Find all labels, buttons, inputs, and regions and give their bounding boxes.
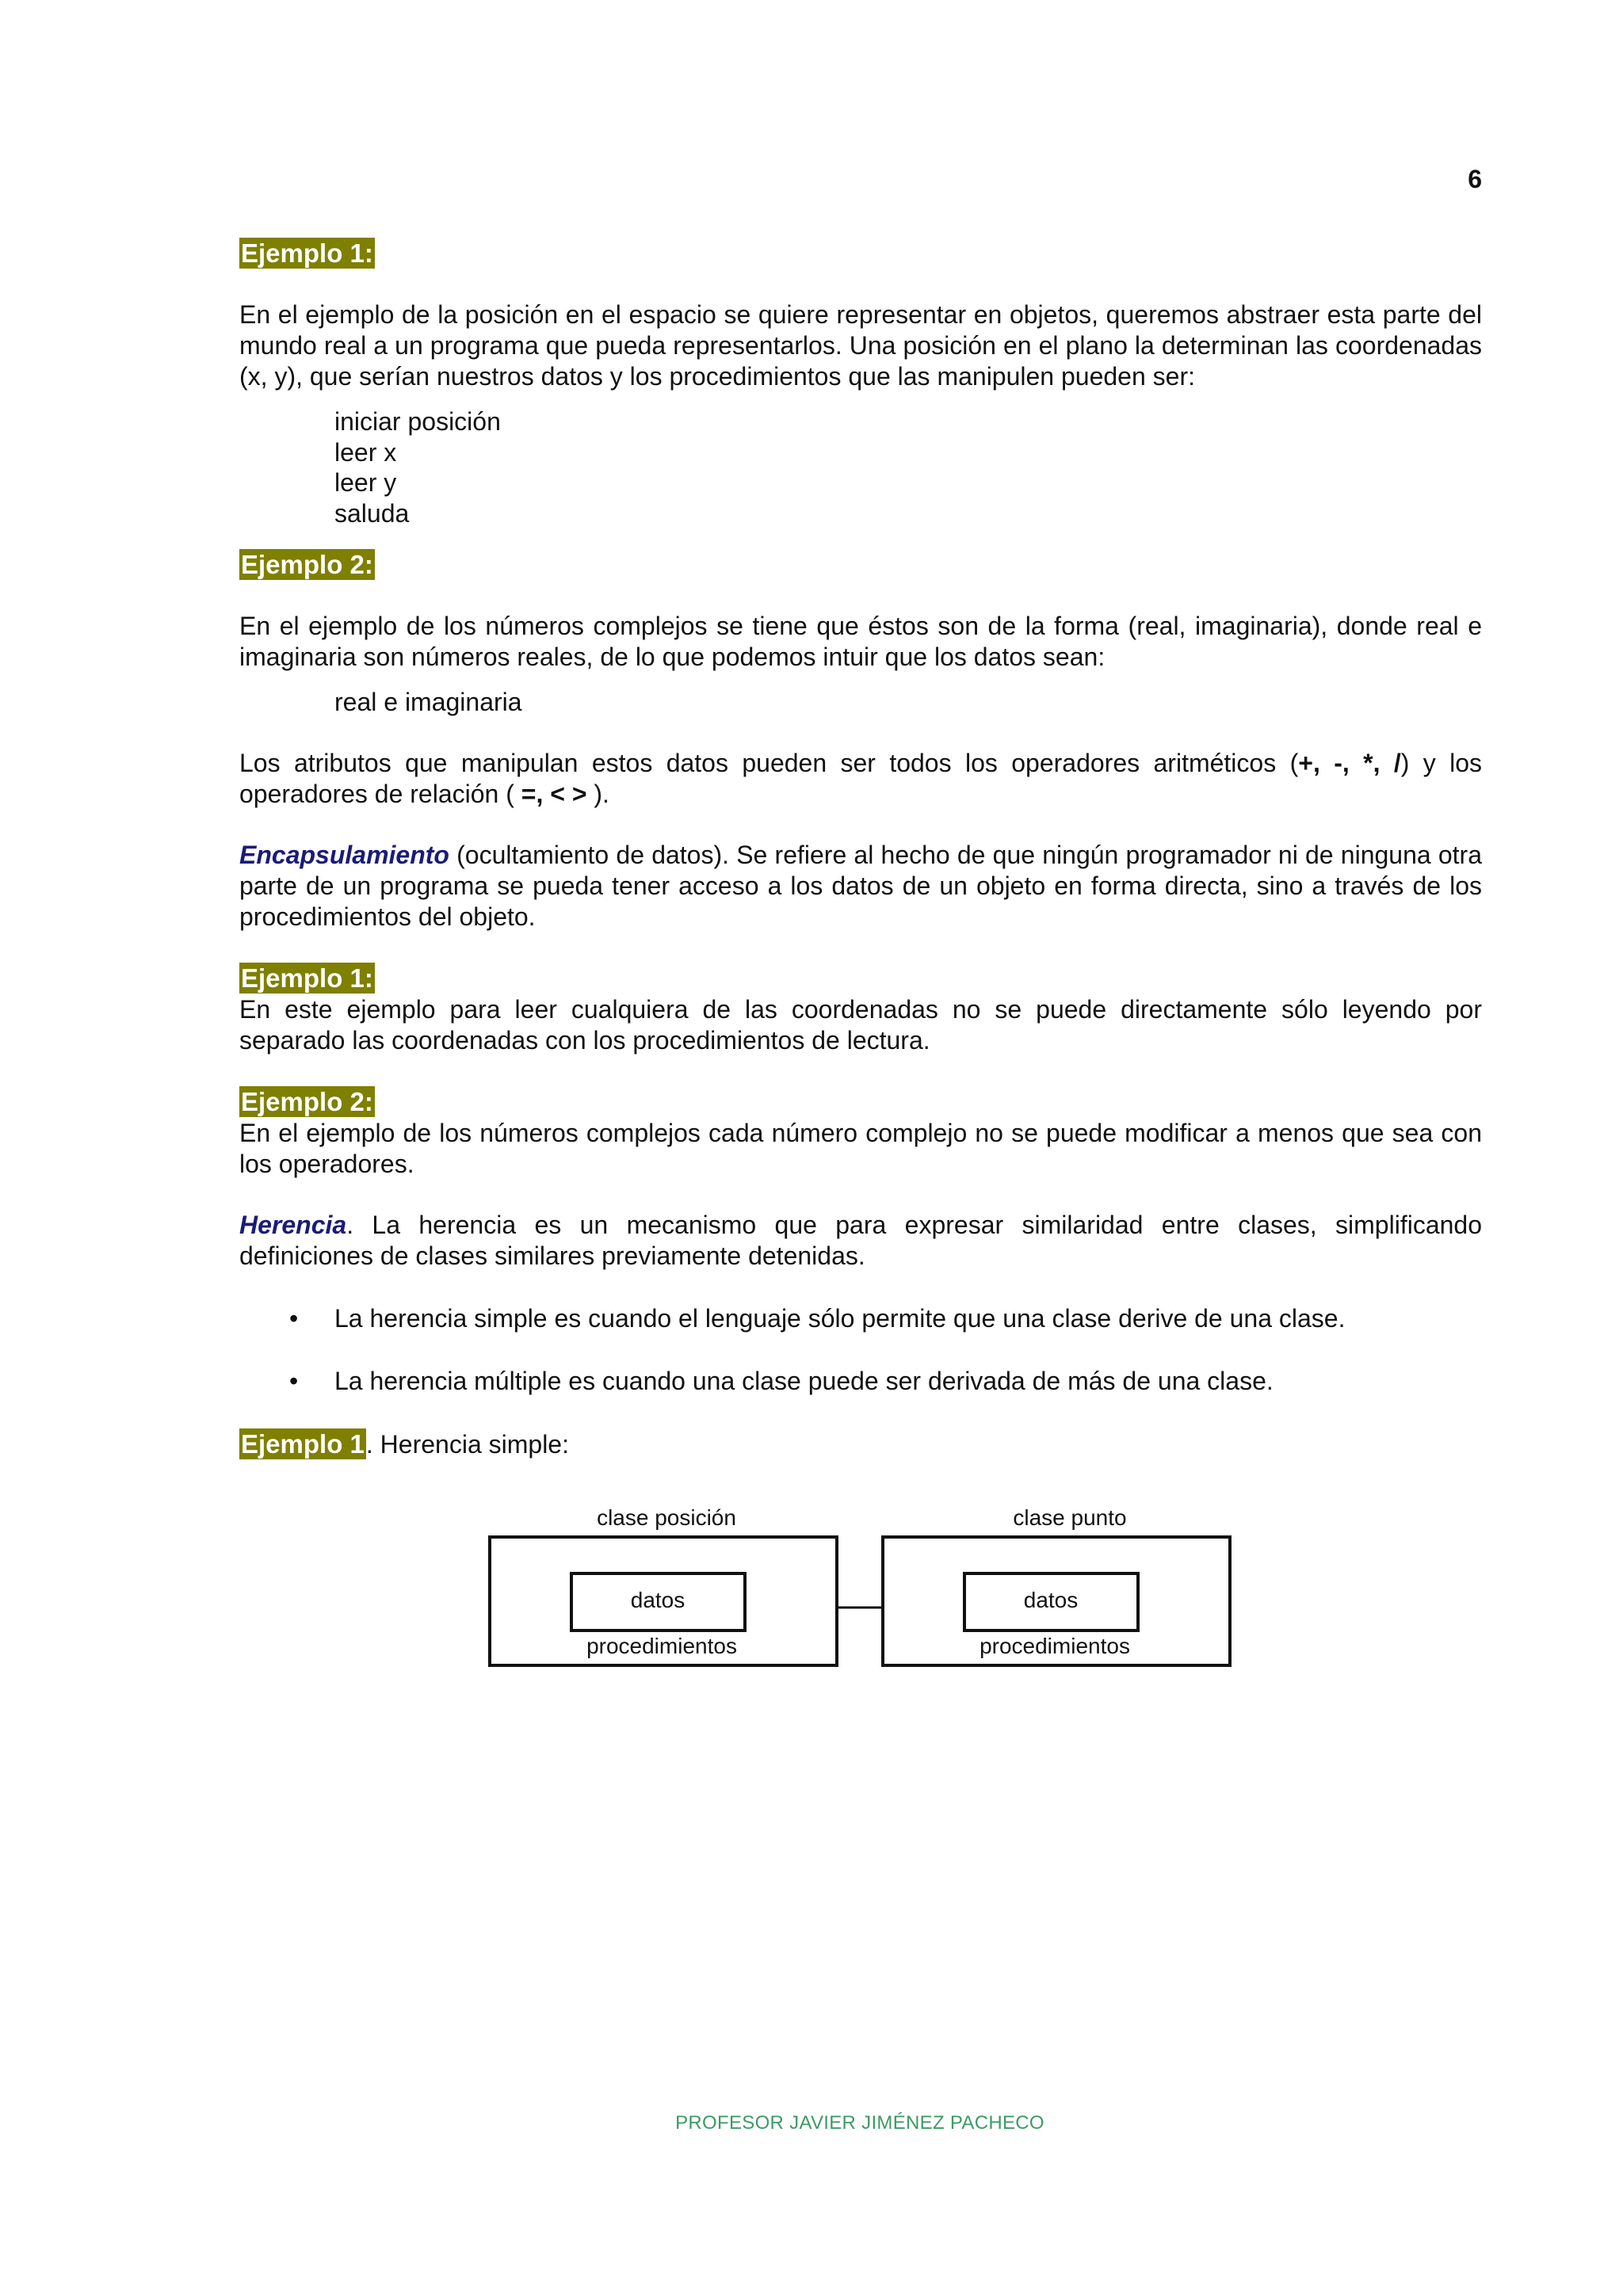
procedures-label: procedimientos: [586, 1634, 737, 1658]
paragraph-herencia: Herencia. La herencia es un mecanismo que para expresar similaridad entre clases, simplificando definiciones de clases similares previamente detenidas.: [239, 1210, 1482, 1270]
example-label: Ejemplo 1:: [241, 238, 373, 268]
data-label: datos: [630, 1588, 685, 1612]
class-box-posicion: [490, 1537, 837, 1665]
relational-operators: =, < >: [521, 779, 587, 808]
bullet-icon: •: [289, 1366, 299, 1395]
page-number: 6: [1468, 165, 1482, 193]
example-label: Ejemplo 2:: [241, 1086, 373, 1116]
paragraph: En el ejemplo de los números complejos se tiene que éstos son de la forma (real, imaginaria), donde real e imaginaria son números reales, de lo que podemos intuir que los datos sean:: [239, 612, 1482, 671]
paragraph: En el ejemplo de los números complejos cada número complejo no se puede modificar a menos que sea con los operadores.: [239, 1118, 1482, 1178]
procedures-label: procedimientos: [980, 1634, 1130, 1658]
arithmetic-operators: +, -, *, /: [1298, 748, 1401, 777]
data-box-punto: [964, 1573, 1138, 1630]
document-body: [239, 238, 1482, 1460]
list-item: saluda: [334, 498, 410, 528]
diagram-left-title: clase posición: [597, 1505, 736, 1530]
bullet-item: • La herencia simple es cuando el lenguaje sólo permite que una clase derive de una clase.: [289, 1303, 1346, 1333]
paragraph-encapsulamiento: Encapsulamiento (ocultamiento de datos). Se refiere al hecho de que ningún programador ni de ninguna otra parte de un programa se pueda tener acceso a los datos de un objeto en forma directa, sino a través de los procedimientos del objeto.: [239, 840, 1482, 931]
example-label: Ejemplo 2:: [241, 550, 373, 579]
term-herencia: Herencia: [239, 1210, 347, 1239]
bullet-icon: •: [289, 1303, 299, 1333]
inheritance-example-line: Ejemplo 1. Herencia simple:: [241, 1428, 569, 1459]
data-box-posicion: [571, 1573, 745, 1630]
class-box-punto: [883, 1537, 1230, 1665]
paragraph: En el ejemplo de la posición en el espacio se quiere representar en objetos, queremos abstraer esta parte del mundo real a un programa que pueda representarlos. Una posición en el plano la determinan las coordenadas (x, y), que serían nuestros datos y los procedimientos que las manipulen pueden ser:: [239, 300, 1482, 391]
bullet-list: [239, 1303, 1482, 1397]
footer-author: PROFESOR JAVIER JIMÉNEZ PACHECO: [675, 2112, 1044, 2134]
paragraph: En este ejemplo para leer cualquiera de las coordenadas no se puede directamente sólo leyendo por separado las coordenadas con los procedimientos de lectura.: [239, 994, 1482, 1055]
procedure-list: [239, 406, 1482, 528]
diagram-right-title: clase punto: [1013, 1505, 1127, 1530]
list-item: leer x: [334, 437, 397, 467]
data-label: datos: [1023, 1588, 1079, 1612]
list-item: leer y: [334, 468, 397, 497]
example-label: Ejemplo 1: [241, 1428, 365, 1459]
paragraph-attributes: Los atributos que manipulan estos datos pueden ser todos los operadores aritméticos (+, -, *, /) y los operadores de relación ( =, < > ).: [239, 748, 1483, 808]
example-label: Ejemplo 1:: [241, 963, 373, 993]
term-encapsulamiento: Encapsulamiento: [239, 840, 449, 869]
list-item: real e imaginaria: [334, 688, 522, 716]
bullet-item: • La herencia múltiple es cuando una clase puede ser derivada de más de una clase.: [289, 1366, 1274, 1395]
list-item: iniciar posición: [334, 407, 501, 436]
